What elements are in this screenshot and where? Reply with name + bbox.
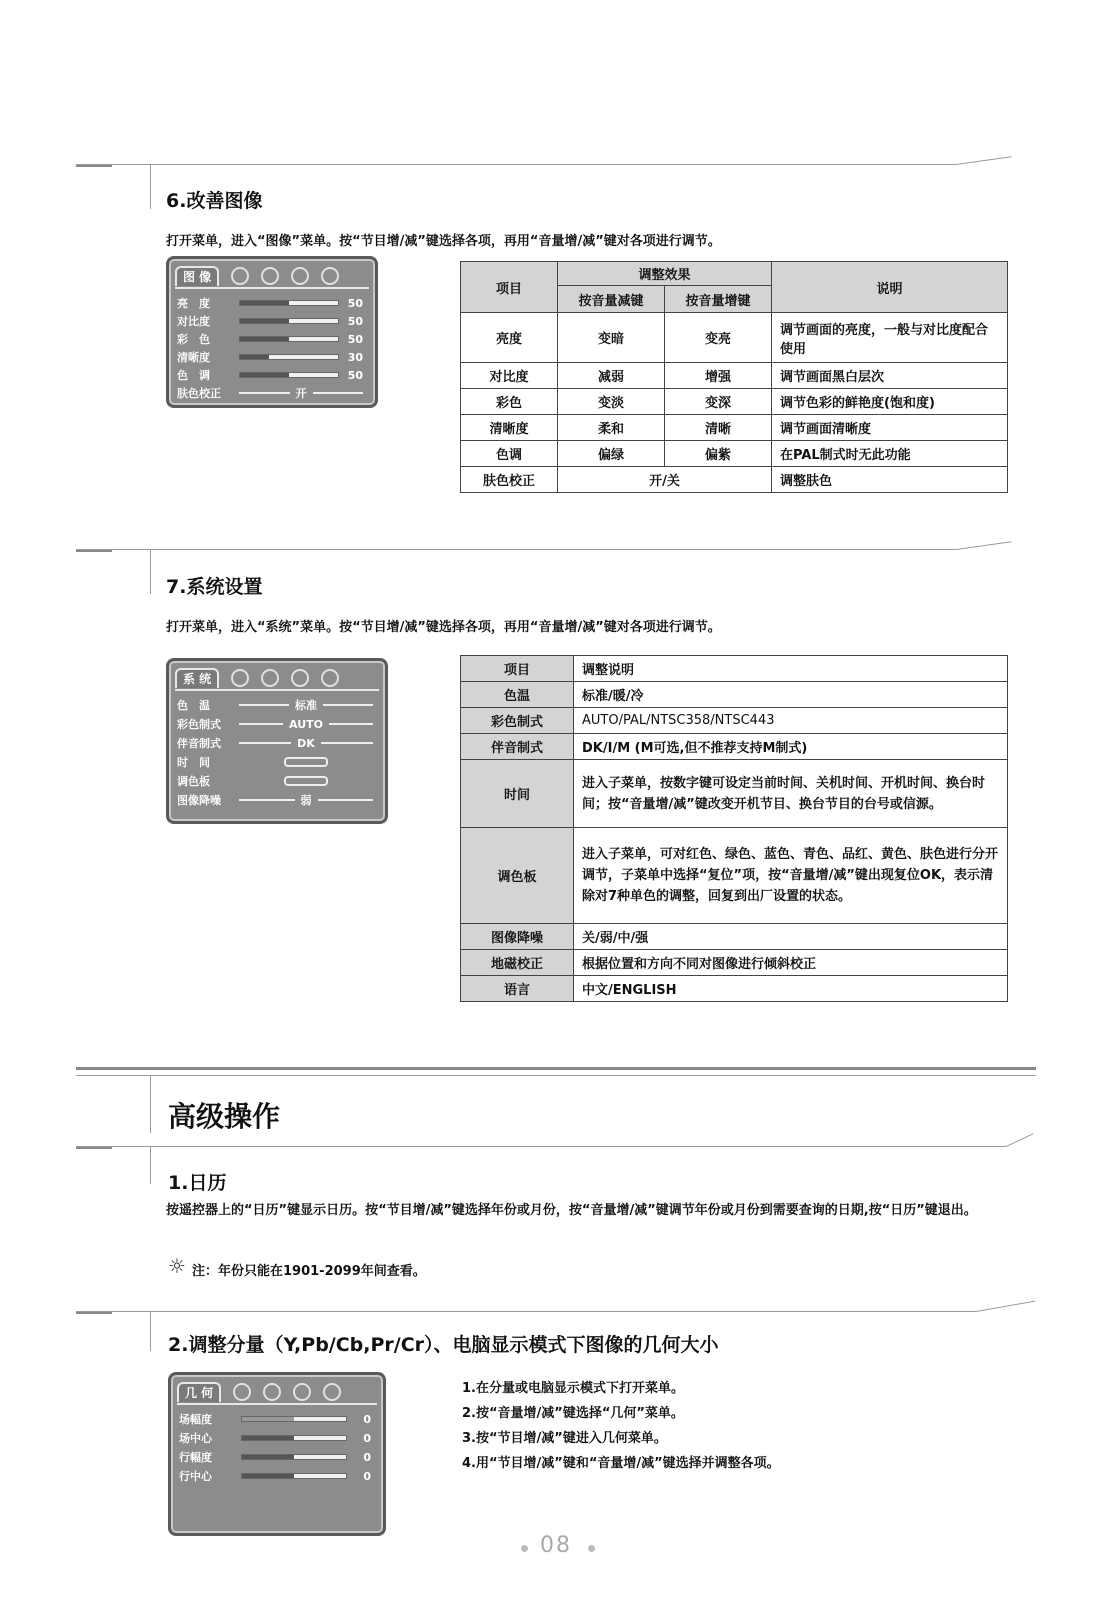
- osd-row: 伴音制式 DK: [177, 735, 373, 751]
- osd-row: 色 温 标准: [177, 697, 373, 713]
- section-6-title: 6.改善图像: [166, 190, 263, 212]
- osd-row: 亮 度 50: [177, 296, 363, 310]
- header-vbar: [150, 1146, 151, 1184]
- osd-geometry-menu: [168, 1372, 386, 1536]
- osd-channel-icon: [293, 1383, 311, 1401]
- table-row: 彩色制式 AUTO/PAL/NTSC358/NTSC443: [461, 708, 1008, 734]
- osd-row: 对比度 50: [177, 314, 363, 328]
- osd-tab-active: 系 统: [175, 668, 219, 688]
- table-row: 图像降噪 关/弱/中/强: [461, 924, 1008, 950]
- table-row: 地磁校正 根据位置和方向不同对图像进行倾斜校正: [461, 950, 1008, 976]
- osd-row: 调色板: [177, 773, 373, 789]
- calendar-note: 注：年份只能在1901-2099年间查看。: [192, 1264, 426, 1279]
- header-rule-end: [956, 156, 1012, 165]
- osd-picture-menu: [166, 256, 378, 408]
- osd-row: 行幅度 0: [179, 1450, 371, 1464]
- osd-row: 图像降噪 弱: [177, 792, 373, 808]
- sun-icon: ☼: [168, 1254, 186, 1278]
- osd-sound-icon: [231, 267, 249, 285]
- osd-picture-icon: [233, 1383, 251, 1401]
- list-item: 4.用“节目增/减”键和“音量增/减”键选择并调整各项。: [462, 1456, 780, 1471]
- osd-system-icon: [321, 267, 339, 285]
- osd-sound-icon: [263, 1383, 281, 1401]
- osd-row: 行中心 0: [179, 1469, 371, 1483]
- osd-row: 时 间: [177, 754, 373, 770]
- table-row: 清晰度 柔和 清晰 调节画面清晰度: [461, 415, 1008, 441]
- header-rule-end: [1006, 1133, 1034, 1147]
- osd-sound-icon: [261, 669, 279, 687]
- calendar-title: 1.日历: [168, 1172, 227, 1194]
- table-row: 色温 标准/暖/冷: [461, 682, 1008, 708]
- table-row: 对比度 减弱 增强 调节画面黑白层次: [461, 363, 1008, 389]
- calendar-text: 按遥控器上的“日历”键显示日历。按“节目增/减”键选择年份或月份，按“音量增/减”键调节年份或月份到需要查询的日期,按“日历”键退出。: [166, 1203, 977, 1218]
- table-row: 调色板 进入子菜单，可对红色、绿色、蓝色、青色、品红、黄色、肤色进行分开调节，子菜单中选择“复位”项，按“音量增/减”键出现复位OK，表示清除对7种单色的调整，回复到出厂设置的状态。: [461, 828, 1008, 924]
- system-settings-table: 项目 调整说明 色温 标准/暖/冷 彩色制式 AUTO/PAL/NTSC358/NTSC443 伴音制式 DK/I/M (M可选,但不推荐支持M制式) 时间 进入子菜单，按数字键可设定当前时间、关机时间、开机时间、换台时间；按“音量增/减”键改变开机节目、换台节目的台号或信源。 调色板 进入子菜单，可对红色、绿色、蓝色、青色、品红、黄色、肤色进行分开调节，子菜单中选择“复位”项，按“音量增/减”键出现复位OK，表示清除对7种单色的调整，回复到出厂设置的状态。 图像降噪 关/弱/中/强 地磁校正 根据位置和方向不同对图像进行倾斜校正 语言 中文/ENGLISH: [460, 655, 1008, 1002]
- osd-row: 色 调 50: [177, 368, 363, 382]
- table-row: 色调 偏绿 偏紫 在PAL制式时无此功能: [461, 441, 1008, 467]
- table-row: 肤色校正 开/关 调整肤色: [461, 467, 1008, 493]
- table-row: 亮度 变暗 变亮 调节画面的亮度，一般与对比度配合使用: [461, 313, 1008, 363]
- header-rule: [76, 549, 956, 550]
- list-item: 2.按“音量增/减”键选择“几何”菜单。: [462, 1406, 684, 1421]
- header-vbar: [150, 1311, 151, 1351]
- osd-row: 场幅度 0: [179, 1412, 371, 1426]
- osd-system-icon: [323, 1383, 341, 1401]
- osd-picture-icon: [231, 669, 249, 687]
- osd-channel-icon: [291, 669, 309, 687]
- geometry-steps: [462, 1376, 780, 1476]
- page-dot-right: [588, 1545, 595, 1552]
- chapter-vbar: [150, 1075, 151, 1133]
- osd-tab-active: 几 何: [177, 1382, 221, 1402]
- osd-channel-icon: [261, 267, 279, 285]
- table-row: 时间 进入子菜单，按数字键可设定当前时间、关机时间、开机时间、换台时间；按“音量增/减”键改变开机节目、换台节目的台号或信源。: [461, 760, 1008, 828]
- chapter-rule-thin: [76, 1075, 1036, 1076]
- section-7-title: 7.系统设置: [166, 576, 263, 598]
- page-number: 08: [540, 1533, 572, 1558]
- header-rule: [76, 1146, 1006, 1147]
- osd-row: 场中心 0: [179, 1431, 371, 1445]
- page-dot-left: [521, 1545, 528, 1552]
- header-vbar: [150, 164, 151, 209]
- osd-row: 肤色校正 开: [177, 385, 363, 401]
- section-6-intro: 打开菜单，进入“图像”菜单。按“节目增/减”键选择各项，再用“音量增/减”键对各项进行调节。: [166, 234, 721, 249]
- list-item: 3.按“节目增/减”键进入几何菜单。: [462, 1431, 667, 1446]
- header-rule-end: [976, 1301, 1035, 1312]
- chapter-title: 高级操作: [168, 1100, 281, 1133]
- list-item: 1.在分量或电脑显示模式下打开菜单。: [462, 1381, 684, 1396]
- geometry-title: 2.调整分量（Y,Pb/Cb,Pr/Cr）、电脑显示模式下图像的几何大小: [168, 1334, 719, 1356]
- osd-function-icon: [321, 669, 339, 687]
- osd-row: 彩 色 50: [177, 332, 363, 346]
- picture-adjust-table: 项目 调整效果 说明 按音量减键 按音量增键 亮度 变暗 变亮 调节画面的亮度，一般与对比度配合使用 对比度 减弱 增强 调节画面黑白层次 彩色 变淡 变深 调节色彩的鲜艳度(饱和度) 清晰度 柔和 清晰 调节画面清晰度 色调 偏绿 偏紫 在PAL制式时无此功能 肤色校正 开/关 调整肤色: [460, 261, 1008, 493]
- osd-function-icon: [291, 267, 309, 285]
- header-rule: [76, 1311, 976, 1312]
- osd-tab-active: 图 像: [175, 266, 219, 286]
- osd-row: 彩色制式 AUTO: [177, 716, 373, 732]
- table-row: 伴音制式 DK/I/M (M可选,但不推荐支持M制式): [461, 734, 1008, 760]
- header-rule-end: [956, 541, 1012, 550]
- osd-system-menu: [166, 658, 388, 824]
- osd-row: 清晰度 30: [177, 350, 363, 364]
- chapter-rule: [76, 1067, 1036, 1070]
- table-row: 语言 中文/ENGLISH: [461, 976, 1008, 1002]
- section-7-intro: 打开菜单，进入“系统”菜单。按“节目增/减”键选择各项，再用“音量增/减”键对各项进行调节。: [166, 620, 721, 635]
- header-rule: [76, 164, 956, 165]
- table-row: 彩色 变淡 变深 调节色彩的鲜艳度(饱和度): [461, 389, 1008, 415]
- header-vbar: [150, 549, 151, 594]
